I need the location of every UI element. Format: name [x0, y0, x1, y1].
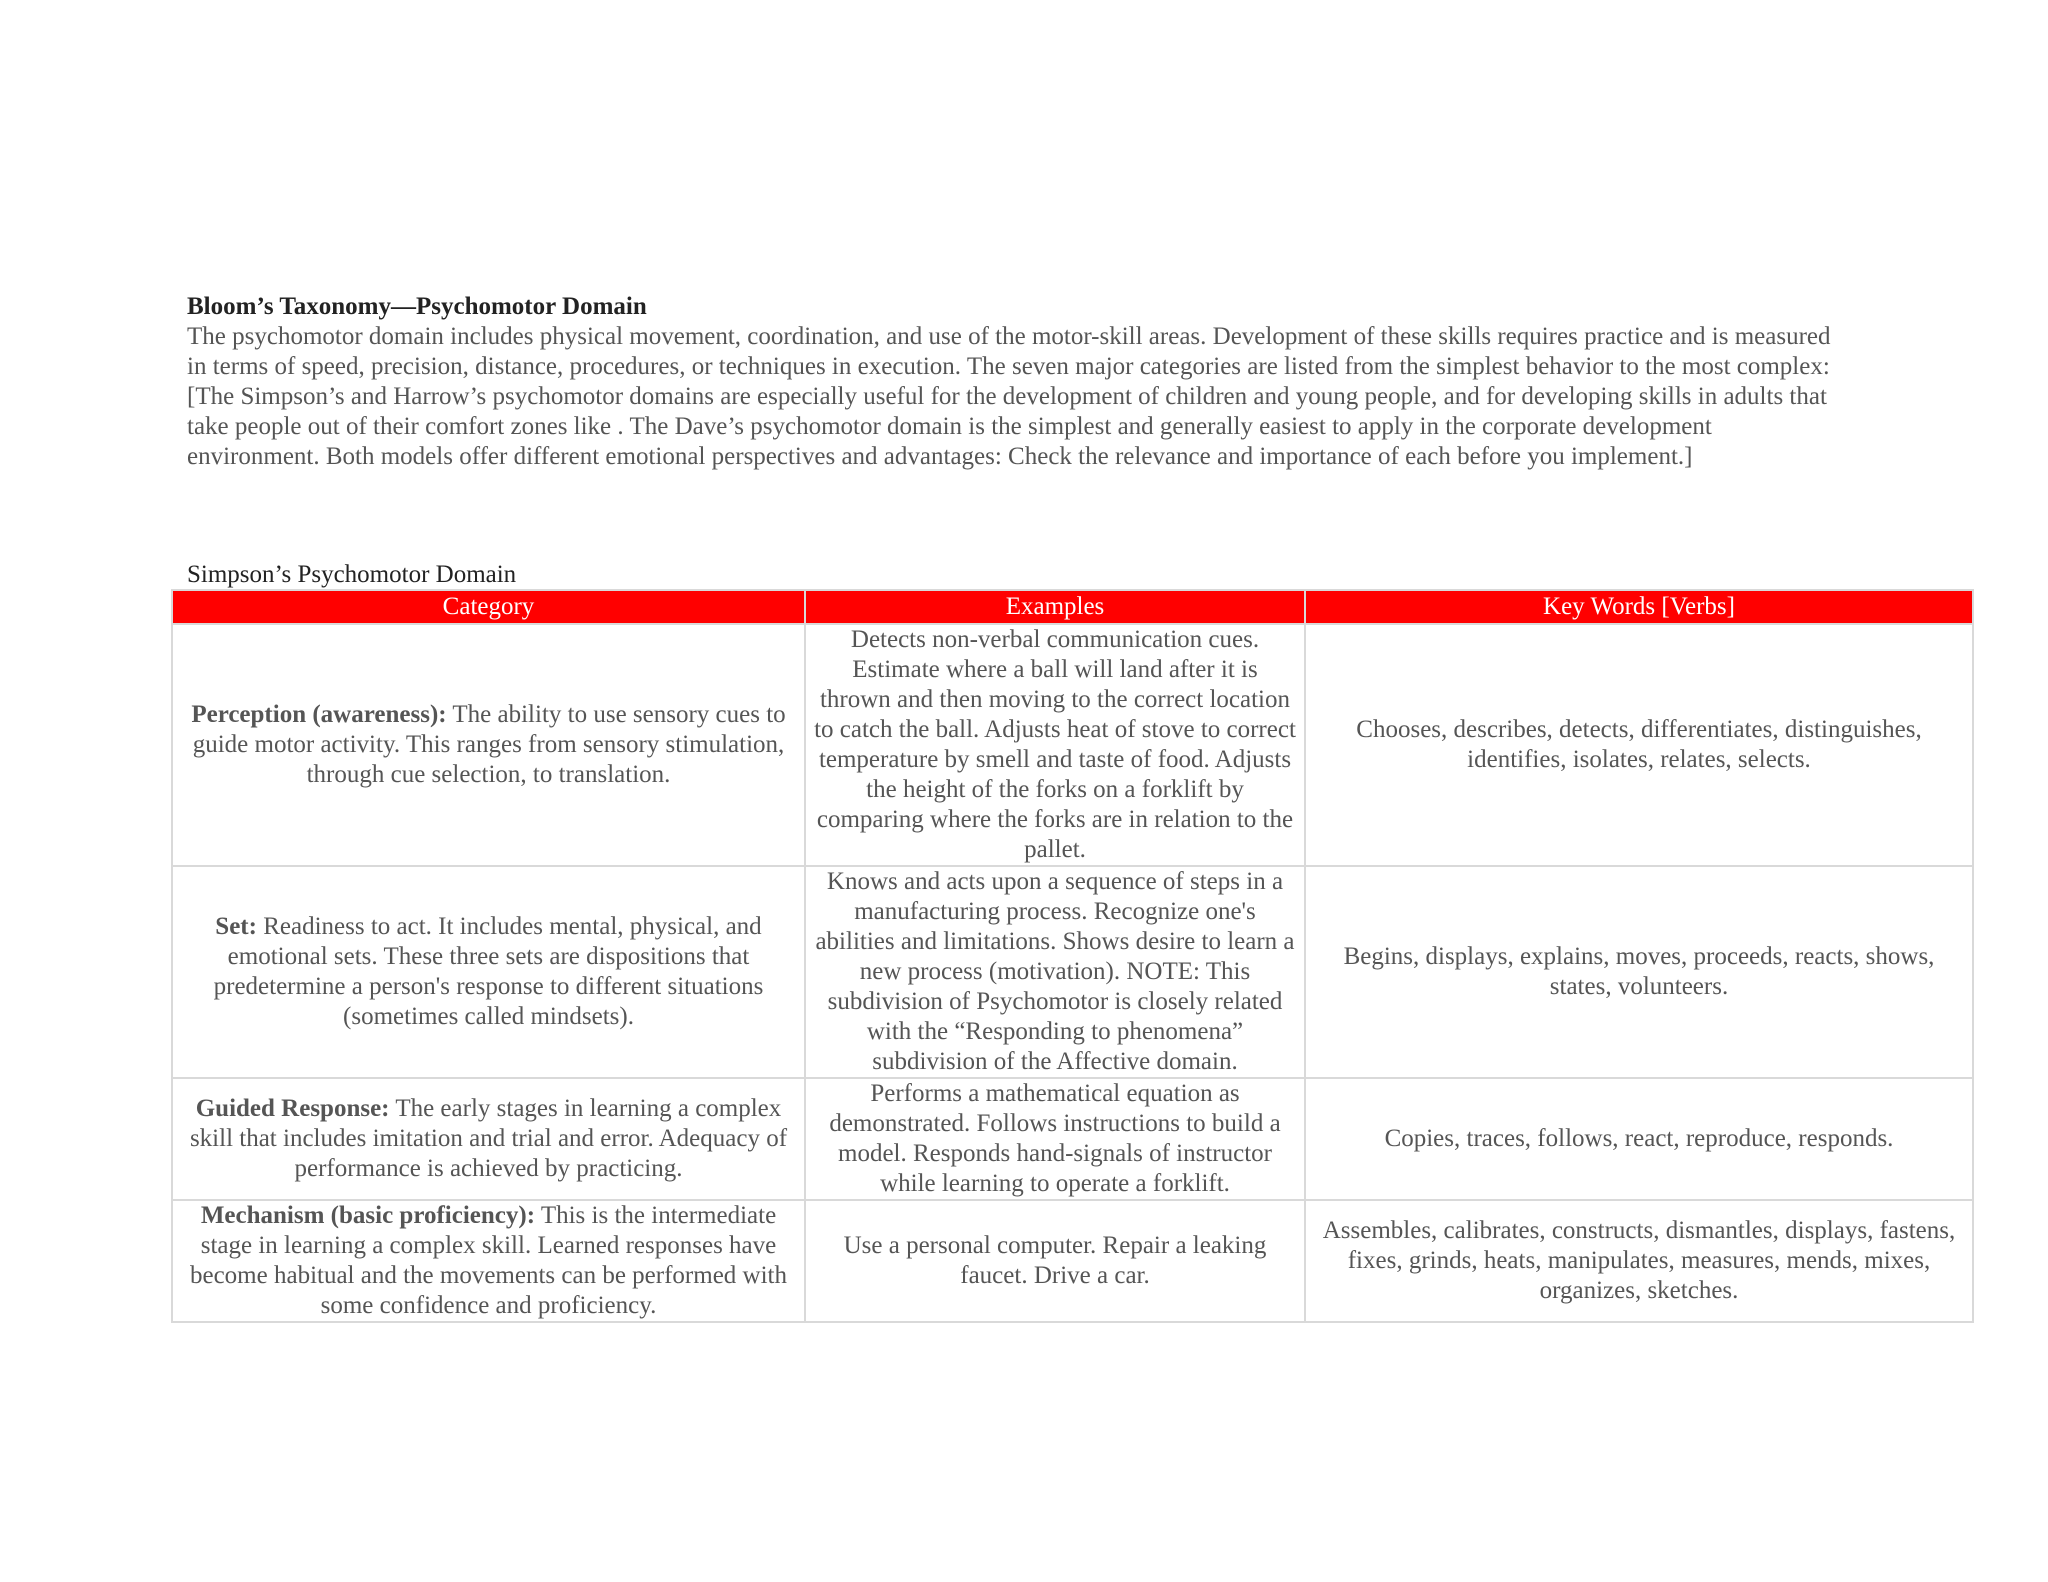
keywords-cell: Chooses, describes, detects, differentiates, distinguishes, identifies, isolates, relates, selects. [1305, 624, 1973, 866]
category-cell [172, 1200, 805, 1322]
category-cell [172, 866, 805, 1078]
examples-cell: Performs a mathematical equation as demonstrated. Follows instructions to build a model. Responds hand-signals of instructor while learning to operate a forklift. [805, 1078, 1305, 1200]
keywords-cell: Assembles, calibrates, constructs, dismantles, displays, fastens, fixes, grinds, heats, manipulates, measures, mends, mixes, organizes, sketches. [1305, 1200, 1973, 1322]
header-keywords: Key Words [Verbs] [1305, 590, 1973, 624]
category-label: Perception (awareness): [191, 701, 447, 728]
intro-line: take people out of their comfort zones like . The Dave’s psychomotor domain is the simplest and generally easiest to apply in the corporate development [187, 413, 1712, 440]
category-cell [172, 1078, 805, 1200]
intro-line: The psychomotor domain includes physical movement, coordination, and use of the motor-skill areas. Development of these skills requires practice and is measured [187, 323, 1831, 350]
category-label: Guided Response: [195, 1095, 390, 1122]
intro-line: [The Simpson’s and Harrow’s psychomotor domains are especially useful for the development of children and young people, and for developing skills in adults that [187, 383, 1827, 410]
keywords-cell: Copies, traces, follows, react, reproduce, responds. [1305, 1078, 1973, 1200]
intro-paragraph [187, 322, 1907, 472]
keywords-cell: Begins, displays, explains, moves, proceeds, reacts, shows, states, volunteers. [1305, 866, 1973, 1078]
table-header-row [172, 590, 1973, 624]
table-row [172, 1078, 1973, 1200]
table-row [172, 866, 1973, 1078]
category-label: Mechanism (basic proficiency): [200, 1202, 536, 1229]
category-cell [172, 624, 805, 866]
examples-cell: Detects non-verbal communication cues. Estimate where a ball will land after it is thrown and then moving to the correct location to catch the ball. Adjusts heat of stove to correct temperature by smell and taste of food. Adjusts the height of the forks on a forklift by comparing where the forks are in relation to the pallet. [805, 624, 1305, 866]
psychomotor-table [171, 589, 1974, 1323]
category-description: This is the intermediate stage in learning a complex skill. Learned responses have become habitual and the movements can be performed with some confidence and proficiency. [189, 1202, 787, 1319]
examples-cell: Use a personal computer. Repair a leaking faucet. Drive a car. [805, 1200, 1305, 1322]
document-title: Bloom’s Taxonomy—Psychomotor Domain [187, 293, 647, 320]
table-row [172, 1200, 1973, 1322]
intro-line: environment. Both models offer different emotional perspectives and advantages: Check the relevance and importance of each before you implement.] [187, 443, 1693, 470]
table-caption: Simpson’s Psychomotor Domain [187, 561, 517, 588]
category-description: The ability to use sensory cues to guide motor activity. This ranges from sensory stimulation, through cue selection, to translation. [192, 701, 786, 788]
header-category: Category [172, 590, 805, 624]
examples-cell: Knows and acts upon a sequence of steps in a manufacturing process. Recognize one's abilities and limitations. Shows desire to learn a new process (motivation). NOTE: This subdivision of Psychomotor is closely related with the “Responding to phenomena” subdivision of the Affective domain. [805, 866, 1305, 1078]
header-examples: Examples [805, 590, 1305, 624]
category-description: Readiness to act. It includes mental, physical, and emotional sets. These three sets are dispositions that predetermine a person's response to different situations (sometimes called mindsets). [213, 913, 764, 1030]
category-description: The early stages in learning a complex skill that includes imitation and trial and error. Adequacy of performance is achieved by practicing. [189, 1095, 788, 1182]
table-row [172, 624, 1973, 866]
intro-line: in terms of speed, precision, distance, procedures, or techniques in execution. The seven major categories are listed from the simplest behavior to the most complex: [187, 353, 1830, 380]
category-label: Set: [215, 913, 257, 940]
